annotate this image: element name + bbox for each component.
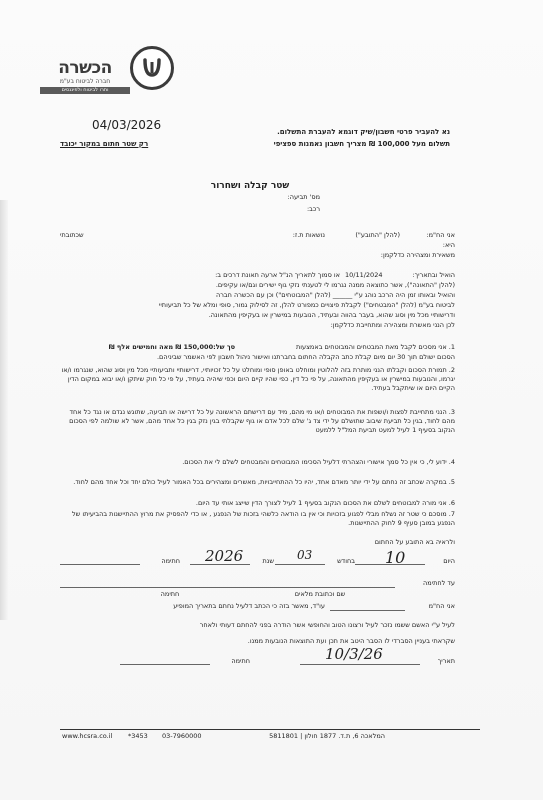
day-value: 10 <box>385 548 406 567</box>
document-date: 04/03/2026 <box>92 118 162 132</box>
header-instruction-2: תשלום מעל 100,000 ₪ מצריך חשבון נאמנות ספציפי <box>273 140 450 148</box>
footer-phone: 03-7960000 <box>162 732 202 740</box>
footer-fax: *3453 <box>128 732 148 740</box>
document-title: שטר קבלה ושחרור <box>210 181 290 191</box>
attest-p3: שקראתי בעניין הסברדי לו הסבר היטב את תכן ועת התוצאות הנובעות ממנו. <box>247 637 455 645</box>
attest-mid: עו"ד, מאשר בזה כי הכתב דלעיל נחתם בתאריך המופיע <box>173 602 325 610</box>
vehicle-label: רכב: <box>306 205 320 213</box>
clause-6: 6. אני מורה למבוטחים לשלם את הסכום הנקוב בסעיף 1 לעיל לצורך הדין שייצג אותי עד היום. <box>195 499 455 507</box>
intro-p6: לכן הנני מאשרת ומצהירה ומתחייבת כדלקמן: <box>330 321 455 329</box>
intro-rest: או סמוך לתאריך הנ"ל ארעה תאונת דרכים ב: <box>215 271 340 279</box>
signature-line <box>60 564 140 565</box>
witness-signature-label: חתימה <box>160 590 180 598</box>
address-label: שכתובתי <box>60 231 84 239</box>
event-date: 10/11/2024 <box>345 271 383 279</box>
intro-p4: לביטוח בע"מ (להלן "המבטחים") לקבלת פיצויים כמפורט להלן, זה לסילוק גמור, סופי ומלא של כל תביעותיי <box>158 301 455 309</box>
clause-3: 3. הנני מתחייבת לפצות ו/ושפות את המבוטחים ו/או מי מהם, מיד עם דרישתם הראשונה על כל דרישה או תביעה, שתוגש נגדם או נגד כל אחד מהם לחוד, בגין כל תביעת שיבוב שתושלם על ידי צד ג' שלם לכל אדם או גוף שקבלתי בגין נזק בגין כל אחד מהם, אשר לא שולמה לפי הסכום הנקוב בסעיף 1 לעיל למעט תביעת המל"ל ללמעט <box>69 408 455 434</box>
hachshara-logo-icon <box>130 46 174 90</box>
date-label: תאריך <box>437 657 455 665</box>
year-line <box>190 564 250 565</box>
attest-name-line <box>330 610 405 611</box>
witness-line <box>60 587 395 588</box>
signature-label-2: חתימה <box>231 657 250 665</box>
signature-label: חתימה <box>161 557 180 565</box>
clause-5: 5. במקרה שכתב זה נחתם על ידי יותר מאדם אחד, יהיו כל ההתחייבויות, מאשרים ומצהירים בכל האמור לעיל כולם יחד וכל אחד מהם לחוד. <box>73 478 455 486</box>
month-value: 03 <box>297 548 313 562</box>
footer-divider <box>60 729 480 730</box>
intro-p2: (להלן "התאונה"), אשר כתוצאה ממנה נגרמו לי לטענתי נזקי גוף ישירים וגם/או עקיפים. <box>215 281 455 289</box>
intro-p5: ודרישותיי מכל מין וסוג שהוא, בעבר בהווה ובעתיד, הנובעות במישרין או בעקיפין מהתאונה. <box>208 311 455 319</box>
settlement-amount: סך של:150,000 ₪ מאה וחמישים אלף ₪ <box>108 343 235 351</box>
clause-1a: 1. אני מסכים לקבל מאת המבטחים והמבוטחים באמצעות <box>295 343 455 351</box>
intro-label: הואיל ובתאריך: <box>412 271 455 279</box>
claim-number-label: מס' תביעה: <box>287 193 320 201</box>
attest-p2: לעיל ע"י האשם ששמו נזכר לעיל ורצונו הטוב והחופשי אשר הודרה בפני להחתם דעותי ולאחר <box>199 621 455 629</box>
footer-address: המלאכה 6, ת.ד. 1877 חולון | 5811801 <box>269 732 385 740</box>
date-value: 10/3/26 <box>325 645 383 663</box>
year-label: שנת <box>262 557 274 565</box>
original-note: רק שטר חתום במקור יכובד <box>60 140 149 148</box>
sign-intro: ולראיה בא התובע על החתום <box>374 538 455 546</box>
witness-sub: שם וכתובת מלאים <box>294 590 346 598</box>
header-instruction-1: נא להעביר פרטי חשבון/שיק דוגמא להעברת התשלום. <box>277 128 450 136</box>
logo-tagline: ותרו לביטוח ולפיננסים <box>40 87 130 94</box>
claimant-label: (להלן "התובע") <box>355 231 400 239</box>
day-line <box>355 564 425 565</box>
year-value: 2026 <box>205 547 244 565</box>
logo-subtitle: חברה לביטוח בע"מ <box>59 78 111 85</box>
id-label: נושאות ת.ז: <box>292 231 325 239</box>
declare-label: משאירת ומצהירה כדלקמן: <box>380 251 455 259</box>
clause-2: 2. תמורת הסכום וקבלתו הנני מותרת בזה להלוטין ומוחלט באופן סופי ומוחלט על כל זכויותיי, דרישותיי ותביעותיי מכל מין וסוג שהוא, שנגרמו ו/או יגרמו, והנובעות במישרין או בעקיפין מהתאונה, על פי כל דין, כפי שהיו קיים היום וכפי שיהיה בעתיד, על פי כל חוק שיתקן ו/או יבוא במקום הדין הקיים היום או שיתקבל בעתיד. <box>61 366 455 392</box>
attest-label: אני הח"מ <box>428 602 455 610</box>
clause-1b: הסכום ישולם תוך 30 יום מיום קבלת כתב הקבלה החתום בחברתנו ואישור ניהול חשבון לפי האשמר שביניהם. <box>156 353 455 361</box>
intro-p3: והואיל ובאותו זמן היה הרכב נוהג ע"י ______ (להלן "המבוטחים") וכן עם הכשרה חברה <box>216 291 455 299</box>
footer-web: www.hcsra.co.il <box>62 732 113 740</box>
logo-name: הכשרה <box>58 58 112 78</box>
signature-line-2 <box>120 664 210 665</box>
clause-4: 4. ידוע לי, כי אין כל סמך אישורי והצהרתי דלעיל הסכימו המבוטחים והמבטחים לשלם לי את הסכום. <box>182 458 455 466</box>
month-line <box>275 564 325 565</box>
clause-7: 7. מוסכם כי שטר זה נשלח מבלי לפגוע בזכויות וכי אין בו הודאה כלשהי בזכות של הנפגע , או כדי להפסיק את מרוץ ההתיישנות בהביעיתו של הנפגע במובן סעיף 9 לחוק ההתיישנות. <box>71 510 455 527</box>
day-label: היום <box>443 557 455 565</box>
she-label: היא: <box>442 241 455 249</box>
scan-edge-shadow <box>0 200 8 620</box>
me-label: אני הח"מ: <box>426 231 455 239</box>
date-line <box>300 664 420 665</box>
month-label: בחודש <box>337 557 355 565</box>
witness-label: עד לחתימה <box>422 579 455 587</box>
